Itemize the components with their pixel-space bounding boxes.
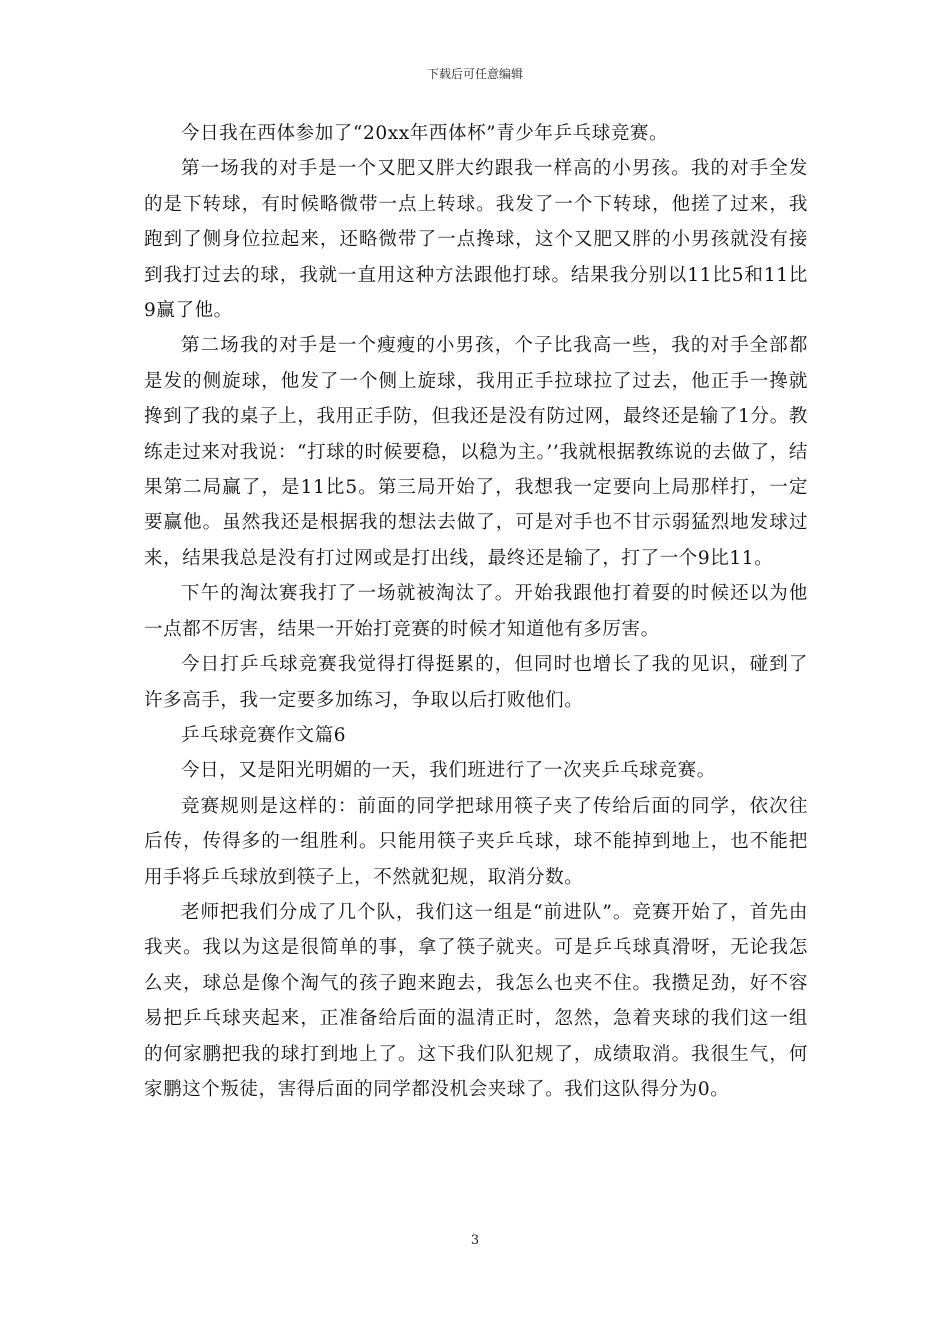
paragraph: 今日，又是阳光明媚的一天，我们班进行了一次夹乒乓球竞赛。: [181, 760, 716, 782]
paragraph: 今日打乒乓球竞赛我觉得打得挺累的，但同时也增长了我的见识，碰到了许多高手，我一定要多加练习，争取以后打败他们。: [144, 654, 808, 711]
section-title: 乒乓球竞赛作文篇6: [181, 724, 347, 746]
paragraph: 第二场我的对手是一个瘦瘦的小男孩，个子比我高一些，我的对手全部都是发的侧旋球，他发了一个侧上旋球，我用正手拉球拉了过去，他正手一搀就搀到了我的桌子上，我用正手防，但我还是没有防过网，最终还是输了1分。教练走过来对我说：“打球的时候要稳，以稳为主。’’我就根据教练说的去做了，结果第二局赢了，是11比5。第三局开始了，我想我一定要向上局那样打，一定要赢他。虽然我还是根据我的想法去做了，可是对手也不甘示弱猛烈地发球过来，结果我总是没有打过网或是打出线，最终还是输了，打了一个9比11。: [144, 335, 808, 569]
paragraph: 老师把我们分成了几个队，我们这一组是“前进队”。竞赛开始了，首先由我夹。我以为这是很简单的事，拿了筷子就夹。可是乒乓球真滑呀，无论我怎么夹，球总是像个淘气的孩子跑来跑去，我怎么也夹不住。我攒足劲，好不容易把乒乓球夹起来，正准备给后面的温清正时，忽然，急着夹球的我们这一组的何家鹏把我的球打到地上了。这下我们队犯规了，成绩取消。我很生气，何家鹏这个叛徒，害得后面的同学都没机会夹球了。我们这队得分为0。: [144, 901, 808, 1100]
paragraph: 竞赛规则是这样的：前面的同学把球用筷子夹了传给后面的同学，依次往后传，传得多的一组胜利。只能用筷子夹乒乓球，球不能掉到地上，也不能把用手将乒乓球放到筷子上，不然就犯规，取消分数。: [144, 795, 808, 888]
paragraph: 今日我在西体参加了“20xx年西体杯”青少年乒乓球竞赛。: [181, 123, 669, 144]
paragraph: 下午的淘汰赛我打了一场就被淘汰了。开始我跟他打着耍的时候还以为他一点都不厉害，结果一开始打竞赛的时候才知道他有多厉害。: [144, 583, 808, 640]
document-body: [144, 116, 808, 1107]
page-number: 3: [470, 1233, 480, 1248]
page-header: 下载后可任意编辑: [426, 67, 523, 81]
paragraph: 第一场我的对手是一个又肥又胖大约跟我一样高的小男孩。我的对手全发的是下转球，有时候略微带一点上转球。我发了一个下转球，他搓了过来，我跑到了侧身位拉起来，还略微带了一点搀球，这个又肥又胖的小男孩就没有接到我打过去的球，我就一直用这种方法跟他打球。结果我分别以11比5和11比9赢了他。: [144, 158, 808, 322]
